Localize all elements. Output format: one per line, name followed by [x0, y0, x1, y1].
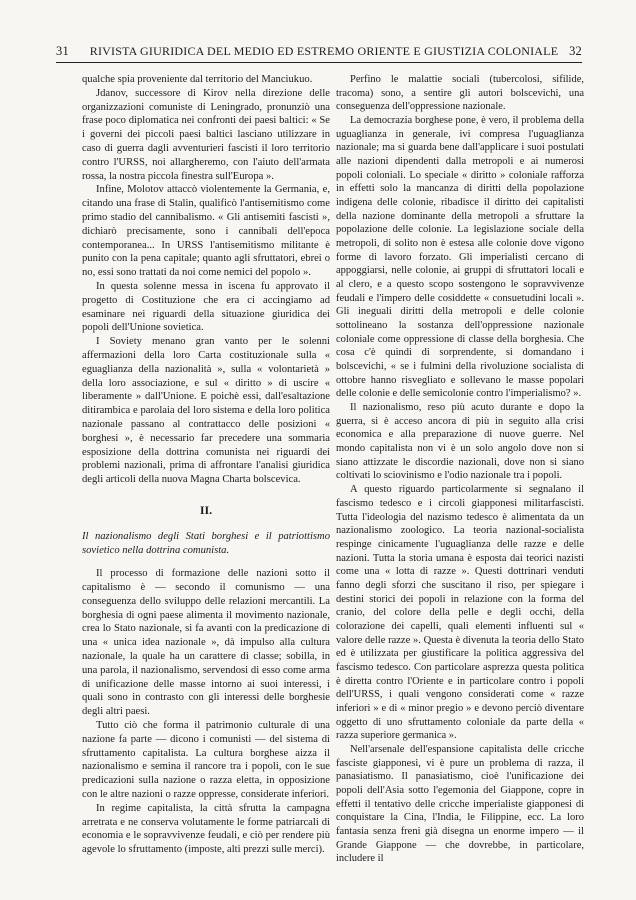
right-page-number: 32 [569, 44, 582, 58]
header-rule [56, 62, 582, 63]
paragraph: Il nazionalismo, reso più acuto durante e dopo la guerra, si è acceso ancora di più in seguito alla crisi economica e alla preparazione di nuove guerre. Nel mondo capitalista non vi è un solo angolo dove non si siano attizzate le discordie nazionali, dove non si siano coltivati lo sciovinismo e l'odio nazionale tra i popoli. [336, 402, 584, 482]
paragraph: La democrazia borghese pone, è vero, il problema della uguaglianza in generale, ivi compresa l'uguaglianza nazionale; ma si guarda bene dall'applicare i suoi postulati alle nazioni dipendenti dalla metropoli e ai numerosi popoli coloniali. Lo speciale « diritto » coloniale rafforza in effetti solo la mancanza di diritti della popolazione indigena delle colonie, ribadisce il diritto dei capitalisti della nazione dominante della metropoli a sfruttare la popolazione delle colonie. La legislazione sociale della metropoli, di solito non è estesa alle colonie dove vigono forme di lavoro forzato. Gli imperialisti cercano di appoggiarsi, nelle colonie, ai gruppi di sfruttatori locali e al clero, e a questo scopo sostengono le sopravvivenze feudali e l'impero delle cosiddette « consuetudini locali ». Gli ineguali diritti della metropoli e delle colonie sottolineano la sostanza dell'oppressione nazionale coloniale come oppressione di classe della borghesia. Che cosa c'è quindi di sorprendente, si domandano i bolscevichi, « se i fulmini della rivoluzione socialista di ottobre hanno risvegliato e sollevano le masse popolari delle colonie e delle semicolonie contro l'imperialismo? ». [336, 115, 584, 400]
paragraph: Jdanov, successore di Kirov nella direzione delle organizzazioni comuniste di Leningrado, pronunziò una frase poco diplomatica nei confronti dei paesi baltici: « Se i governi dei piccoli paesi baltici lasciano utilizzare in caso di guerra dagli avventurieri fascisti il loro territorio contro l'URSS, noi allargheremo, con l'aiuto dell'armata rossa, la nostra piccola finestra sull'Europa ». [82, 87, 330, 182]
section-title: Il nazionalismo degli Stati borghesi e il patriottismo sovietico nella dottrina comunista. [82, 530, 330, 556]
paragraph: In questa solenne messa in iscena fu approvato il progetto di Costituzione che era ci accingiamo ad esaminare nei riguardi della situazione giuridica dei popoli dell'Unione sovietica. [82, 280, 330, 334]
left-page-number: 31 [56, 44, 69, 58]
paragraph: Infine, Molotov attaccò violentemente la Germania, e, citando una frase di Stalin, qualificò l'antisemitismo come primo stadio del cannibalismo. « Gli antisemiti fascisti », dichiarò precisamente, sono i cannibali dell'epoca contemporanea... In URSS l'antisemitismo militante è punito con la pena capitale; quanto agli sfruttatori, ebrei o no, essi sono trattati da noi come nemici del popolo ». [82, 184, 330, 279]
right-column [336, 73, 584, 866]
paragraph: qualche spia proveniente dal territorio del Manciukuo. [82, 74, 313, 85]
journal-title: RIVISTA GIURIDICA DEL MEDIO ED ESTREMO ORIENTE E GIUSTIZIA COLONIALE [89, 44, 559, 58]
paragraph: I Soviety menano gran vanto per le solenni affermazioni della loro Carta costituzionale sulla « eguaglianza della nazionalità », sulla « volontarietà » della loro associazione, e sul « diritto » di uscire « liberamente » dall'Unione. E poichè essi, dall'esaltazione ditirambica e parolaia del loro sistema e della loro politica nazionale passano al contrattacco delle posizioni « borghesi », è necessario far precedere una sommaria esposizione della dottrina comunista nei riguardi dei problemi nazionali, prima di affrontare l'analisi giuridica degli articoli della nuova Magna Charta bolscevica. [82, 336, 330, 486]
section-number: II. [199, 502, 213, 517]
paragraph: A questo riguardo particolarmente si segnalano il fascismo tedesco e i circoli giapponesi militarfascisti. Tutta l'ideologia del nazismo tedesco è alimentata da un nazionalismo zoologico. La teoria nazional-socialista respinge cinicamente l'uguaglianza delle razze e delle nazioni. Tutta la storia umana è esposta dai teorici nazisti come una « lotta di razze ». Questi dottrinari venduti fanno degli sforzi che suscitano il riso, per spiegare i destini storici dei popoli in relazione con la forma del cranio, del colore della pelle e degli occhi, della colorazione dei capelli, quali elementi influenti sul « valore delle razze ». Questa è divenuta la teoria dello Stato ed è utilizzata per giustificare la politica aggressiva del fascismo tedesco. Con particolare asprezza questa politica è diretta contro l'Oriente e in particolare contro i popoli dell'URSS, i quali vengono considerati come « razze inferiori » e di « minor pregio » e devono perciò diventare oggetto di uno sfruttamento coloniale da parte della « razza superiore germanica ». [336, 484, 584, 742]
paragraph: Tutto ciò che forma il patrimonio culturale di una nazione fa parte — dicono i comunisti — del sistema di sfruttamento capitalista. La cultura borghese aizza il nazionalismo e semina il rancore tra i popoli, con le sue predicazioni sulla nazione o razza eletta, in opposizione con le altre nazioni o razze oppresse, considerate inferiori. [82, 720, 330, 801]
paragraph: Il processo di formazione delle nazioni sotto il capitalismo è — secondo il comunismo — una conseguenza dello sviluppo delle relazioni mercantili. La borghesia di ogni paese alimenta il movimento nazionale, crea lo Stato nazionale, si fa avanti con la predicazione di una « unica idea nazionale », dà impulso alla cultura nazionale, la quale ha un carattere di classe; sobilla, in una parola, il nazionalismo, servendosi di esso come arma di unificazione delle masse intorno ai suoi interessi, i quali sono in contrasto con gli interessi delle borghesie degli altri paesi. [82, 568, 330, 718]
paragraph: Perfino le malattie sociali (tubercolosi, sifilide, tracoma) sono, a sentire gli autori bolscevichi, una conseguenza dell'oppressione nazionale. [336, 74, 584, 113]
paragraph: In regime capitalista, la città sfrutta la campagna arretrata e ne conserva volutamente le forme patriarcali di economia e le sopravvivenze feudali, e ciò per rendere più agevole lo sfruttamento (imposte, alti prezzi sulle merci). [82, 802, 330, 856]
running-header [56, 44, 582, 60]
paragraph: Nell'arsenale dell'espansione capitalista delle cricche fasciste giapponesi, vi è pure un problema di razza, il panasiatismo. Il panasiatismo, cioè l'unificazione dei popoli dell'Asia sotto l'egemonia del Giappone, copre in effetti il tentativo delle cricche imperialiste giapponesi di conquistare la Cina, l'India, le Filippine, ecc. La loro fantasia senza freni già disegna un enorme impero — il Grande Giappone — che dovrebbe, in particolare, includere il [336, 743, 584, 865]
left-column [82, 73, 330, 857]
